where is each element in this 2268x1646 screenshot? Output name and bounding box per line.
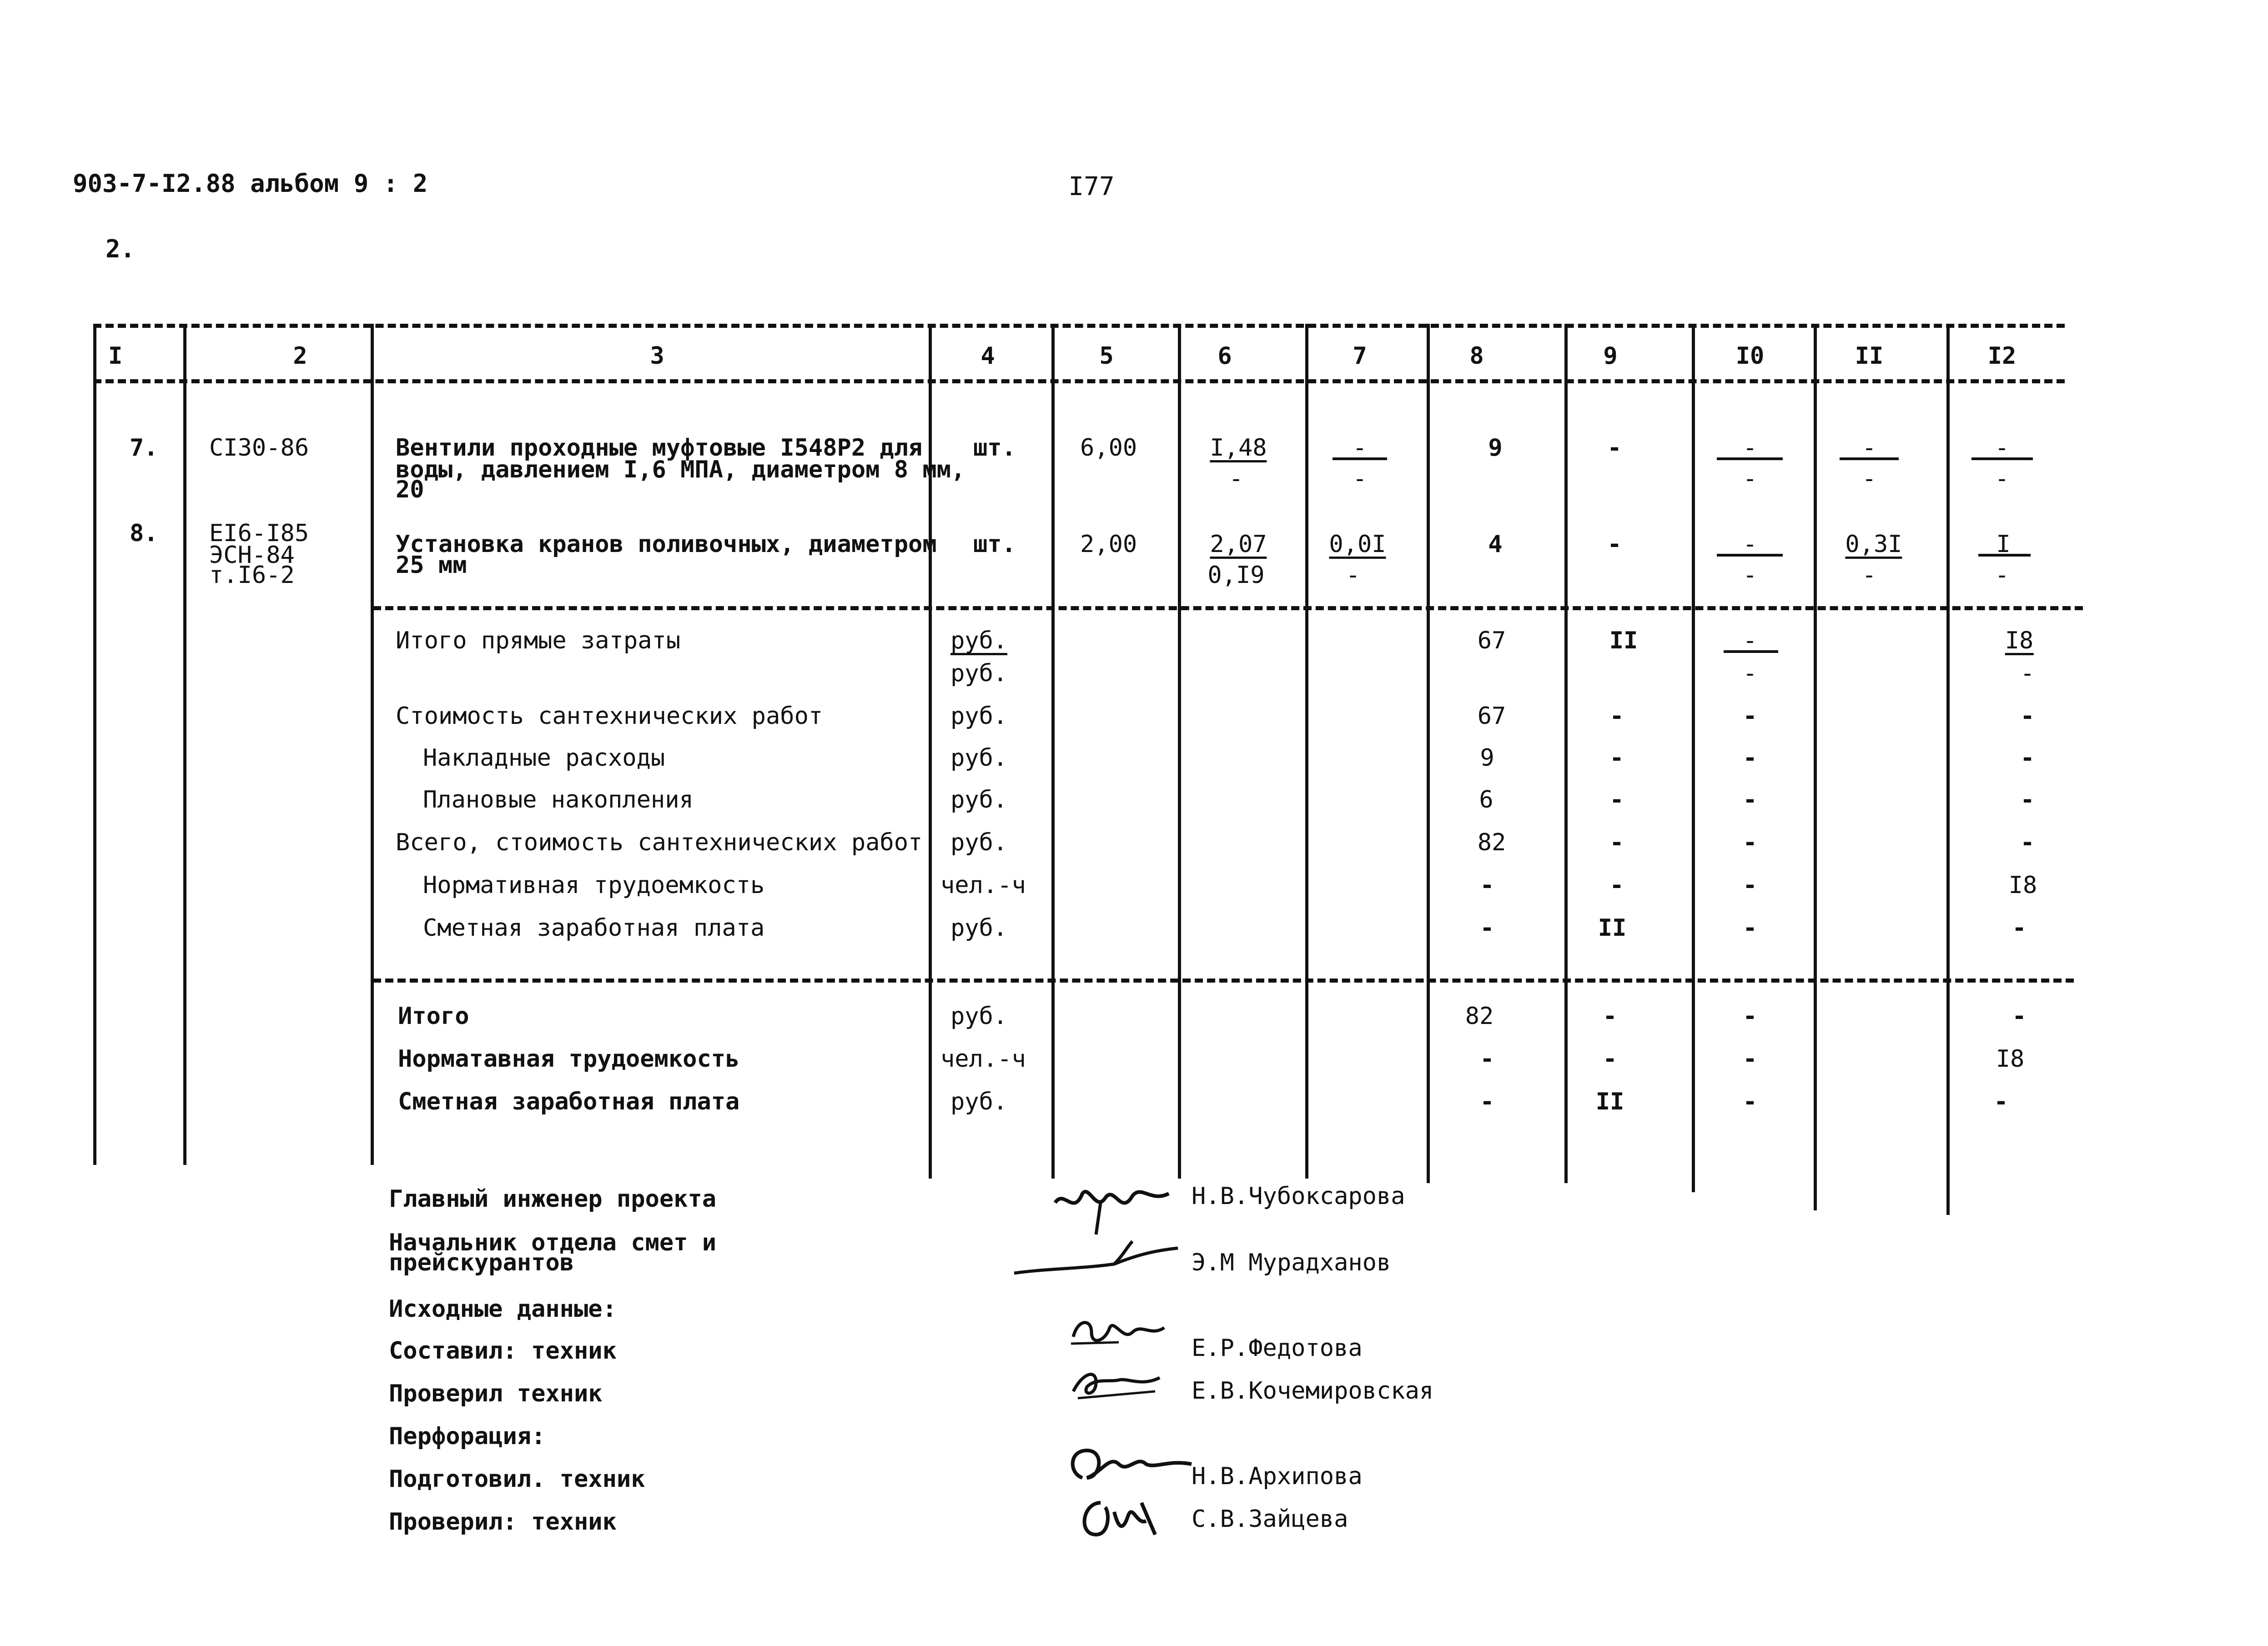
signature-name: Е.В.Кочемировская (1192, 1377, 1434, 1405)
summary-total: 67 (1477, 703, 1506, 730)
col-border (1946, 324, 1950, 1215)
totals-label: Норматавная трудоемкость (398, 1045, 740, 1073)
totals-label: Сметная заработная плата (398, 1088, 740, 1115)
column-header: 7 (1353, 342, 1367, 370)
summary-unit: руб. (950, 703, 1008, 730)
col11-top: 0,3I (1845, 531, 1902, 558)
wages: - (1607, 434, 1622, 462)
col11-bottom: - (1862, 465, 1876, 492)
totals-wages: - (1603, 1045, 1617, 1073)
unit: шт. (973, 531, 1016, 558)
unit-cost-wages: - (1229, 465, 1243, 492)
col-border (1305, 324, 1308, 1179)
column-header: 3 (650, 342, 664, 370)
summary-unit: руб. (950, 744, 1008, 772)
fraction-bar (1717, 554, 1783, 557)
col12-top: - (1995, 434, 2009, 462)
machine-cost: - (1353, 434, 1367, 462)
summary-col12: - (2020, 660, 2035, 687)
page-number: I77 (1068, 172, 1115, 201)
summary-col10: - (1743, 829, 1757, 856)
col-border (1427, 324, 1430, 1183)
quantity: 2,00 (1080, 531, 1137, 558)
summary-wages: II (1609, 627, 1638, 654)
summary-col12: I8 (2005, 627, 2034, 654)
col-border (929, 324, 932, 1179)
summary-col10: - (1743, 627, 1757, 654)
col-border (371, 324, 374, 1165)
fraction-bar (1717, 457, 1783, 460)
item-name: 25 мм (396, 552, 467, 579)
totals-col10: - (1743, 1003, 1757, 1030)
handwritten-signature (1064, 1310, 1169, 1360)
summary-unit: руб. (950, 786, 1008, 813)
machine-wages: - (1353, 465, 1367, 492)
unit-cost-wages: 0,I9 (1207, 562, 1265, 589)
summary-bottom-rule (373, 979, 2074, 983)
col12-bottom: - (1995, 465, 2009, 492)
col12-top: I (1996, 531, 2011, 558)
totals-unit: руб. (950, 1088, 1008, 1115)
col-border (1692, 324, 1695, 1192)
price-code: CI30-86 (209, 434, 309, 462)
summary-label: Всего, стоимость сантехнических работ (396, 829, 923, 856)
totals-col12: - (2012, 1003, 2027, 1030)
summary-wages: - (1609, 829, 1624, 856)
signature-name: Е.Р.Федотова (1192, 1335, 1363, 1362)
total-cost: 4 (1488, 531, 1503, 558)
signature-name: Н.В.Чубоксарова (1192, 1183, 1405, 1210)
summary-col10: - (1743, 786, 1757, 813)
summary-col12: - (2020, 744, 2035, 772)
item-name: Установка кранов поливочных, диаметром (396, 531, 937, 558)
total-cost: 9 (1488, 434, 1503, 462)
summary-col10: - (1743, 744, 1757, 772)
items-bottom-rule (373, 606, 2083, 610)
summary-total: 9 (1480, 744, 1494, 772)
wages: - (1607, 531, 1622, 558)
fraction-bar (1333, 457, 1387, 460)
summary-unit: руб. (950, 829, 1008, 856)
col11-top: - (1862, 434, 1876, 462)
summary-unit: чел.-ч (940, 872, 1026, 899)
summary-total: - (1480, 914, 1494, 942)
column-header: I (108, 342, 123, 370)
quantity: 6,00 (1080, 434, 1137, 462)
col10-bottom: - (1743, 562, 1757, 589)
summary-total: 82 (1477, 829, 1506, 856)
fraction-bar (1724, 650, 1778, 653)
signature-role: Главный инженер проекта (389, 1185, 717, 1213)
totals-col10: - (1743, 1045, 1757, 1073)
column-header: II (1855, 342, 1884, 370)
summary-label: Нормативная трудоемкость (423, 872, 765, 899)
summary-col12: - (2020, 786, 2035, 813)
summary-col10: - (1743, 703, 1757, 730)
totals-wages: II (1595, 1088, 1624, 1115)
summary-wages: - (1609, 703, 1624, 730)
column-header: 6 (1217, 342, 1232, 370)
price-code: EI6-I85 (209, 520, 309, 547)
summary-wages: - (1609, 872, 1624, 899)
signature-role: Перфорация: (389, 1423, 546, 1450)
section-number: 2. (106, 235, 136, 263)
signature-role: Проверил: техник (389, 1508, 617, 1536)
handwritten-signature (1064, 1360, 1169, 1410)
item-name: 20 (396, 476, 424, 503)
signature-role: Проверил техник (389, 1380, 603, 1407)
summary-unit: руб. (950, 660, 1008, 687)
col10-top: - (1743, 434, 1757, 462)
summary-label: Стоимость сантехнических работ (396, 703, 823, 730)
summary-label: Плановые накопления (423, 786, 694, 813)
header-bottom-rule (93, 379, 2065, 383)
col-border (1051, 324, 1055, 1179)
totals-unit: руб. (950, 1003, 1008, 1030)
handwritten-signature (1010, 1237, 1182, 1287)
totals-col12: I8 (1996, 1045, 2025, 1073)
summary-label: Накладные расходы (423, 744, 665, 772)
column-header: 2 (293, 342, 307, 370)
summary-unit: руб. (950, 627, 1008, 654)
col10-top: - (1743, 531, 1757, 558)
item-name: Вентили проходные муфтовые I548P2 для (396, 434, 923, 462)
col-border (1564, 324, 1568, 1183)
summary-col10: - (1743, 872, 1757, 899)
col12-bottom: - (1995, 562, 2009, 589)
summary-wages: II (1598, 914, 1627, 942)
summary-label: Сметная заработная плата (423, 914, 765, 942)
column-header: I2 (1987, 342, 2017, 370)
col-border (93, 324, 96, 1165)
col11-bottom: - (1862, 562, 1876, 589)
fraction-bar (1840, 457, 1899, 460)
unit: шт. (973, 434, 1016, 462)
signature-name: Н.В.Архипова (1192, 1463, 1363, 1490)
signature-name: С.В.Зайцева (1192, 1505, 1348, 1533)
handwritten-signature (1046, 1175, 1182, 1239)
totals-total: - (1480, 1088, 1494, 1115)
fraction-bar (1971, 457, 2033, 460)
summary-col12: - (2020, 829, 2035, 856)
col-border (1178, 324, 1181, 1179)
price-code: ЭСН-84 (209, 542, 295, 569)
signature-role: Исходные данные: (389, 1295, 617, 1323)
summary-total: 6 (1479, 786, 1494, 813)
summary-col12: - (2012, 914, 2027, 942)
col-border (183, 324, 186, 1165)
unit-cost: I,48 (1210, 434, 1267, 462)
column-header: 9 (1603, 342, 1618, 370)
signature-name: Э.М Мурадханов (1192, 1249, 1391, 1276)
column-header: I0 (1735, 342, 1765, 370)
table-top-rule (93, 324, 2065, 328)
fraction-bar (1978, 554, 2031, 557)
handwritten-signature (1064, 1437, 1196, 1491)
document-reference: 903-7-I2.88 альбом 9 : 2 (73, 169, 428, 198)
col-border (1814, 324, 1817, 1210)
signature-role: Составил: техник (389, 1337, 617, 1365)
machine-cost: 0,0I (1329, 531, 1386, 558)
machine-wages: - (1346, 562, 1360, 589)
price-code: т.I6-2 (209, 562, 295, 589)
signature-role: Начальник отдела смет и (389, 1229, 717, 1256)
totals-total: 82 (1465, 1003, 1494, 1030)
handwritten-signature (1073, 1485, 1164, 1544)
summary-col10: - (1743, 914, 1757, 942)
signature-role: Подготовил. техник (389, 1465, 645, 1493)
totals-col12: - (1994, 1088, 2008, 1115)
signature-role: прейскурантов (389, 1249, 574, 1276)
row-number: 8. (130, 520, 158, 547)
totals-wages: - (1603, 1003, 1617, 1030)
summary-total: 67 (1477, 627, 1506, 654)
unit-cost: 2,07 (1210, 531, 1267, 558)
column-header: 5 (1099, 342, 1114, 370)
summary-wages: - (1609, 786, 1624, 813)
summary-col10: - (1743, 660, 1757, 687)
summary-col12: I8 (2008, 872, 2037, 899)
summary-unit: руб. (950, 914, 1008, 942)
summary-col12: - (2020, 703, 2035, 730)
totals-unit: чел.-ч (940, 1045, 1026, 1073)
col10-bottom: - (1743, 465, 1757, 492)
column-header: 4 (981, 342, 995, 370)
summary-label: Итого прямые затраты (396, 627, 681, 654)
column-header: 8 (1469, 342, 1484, 370)
item-name: воды, давлением I,6 МПА, диаметром 8 мм, (396, 456, 966, 483)
totals-total: - (1480, 1045, 1494, 1073)
row-number: 7. (130, 434, 158, 462)
summary-total: - (1480, 872, 1494, 899)
totals-col10: - (1743, 1088, 1757, 1115)
totals-label: Итого (398, 1003, 469, 1030)
summary-wages: - (1609, 744, 1624, 772)
